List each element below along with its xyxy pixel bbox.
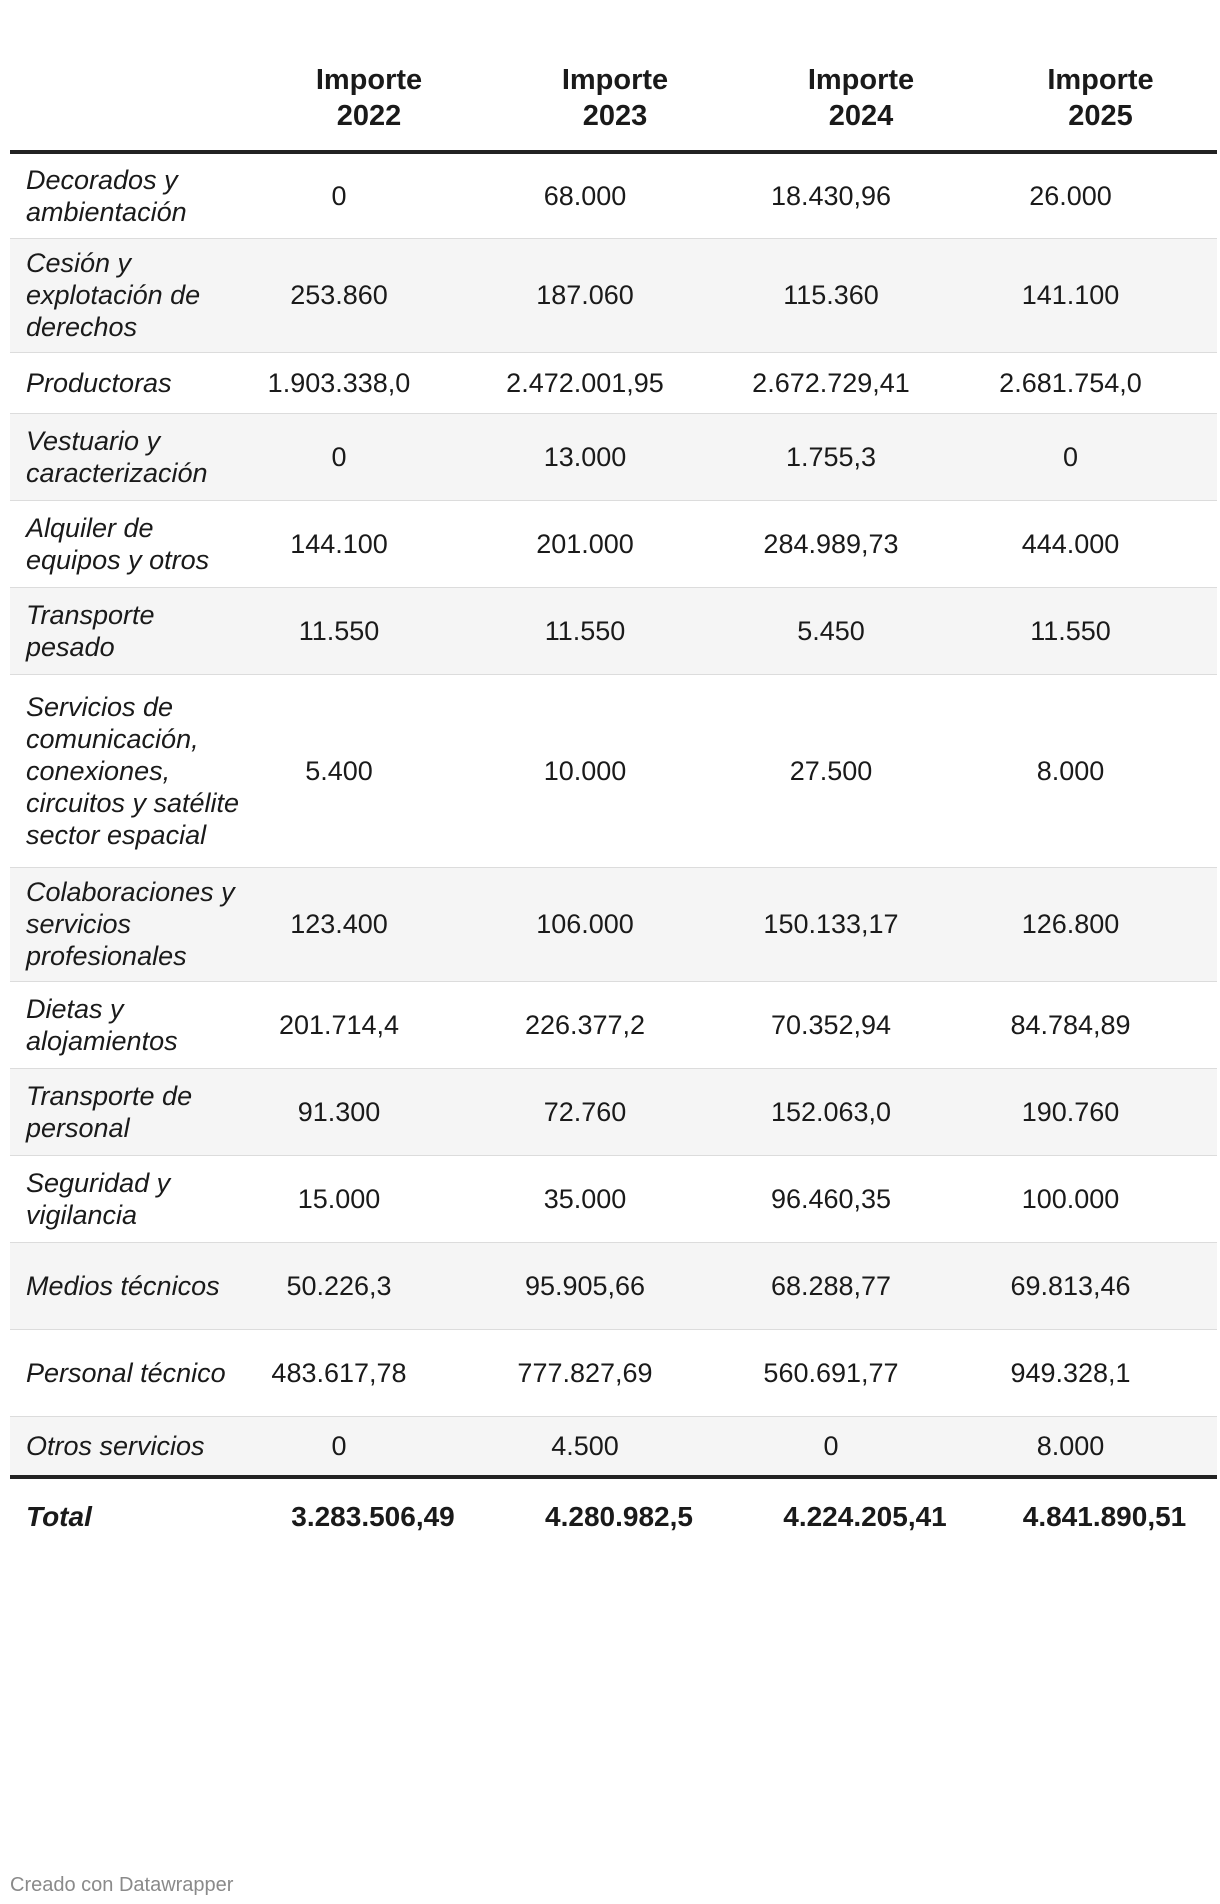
- cell-2023: [492, 352, 738, 413]
- cell-value: 190.760: [1021, 1096, 1120, 1127]
- total-row: [10, 1477, 1217, 1555]
- row-label: Vestuario y caracterización: [10, 413, 246, 500]
- cell-value: 50.226,3: [286, 1270, 392, 1301]
- cell-2025: [984, 238, 1217, 352]
- table-row: [10, 500, 1217, 587]
- cell-2024: [738, 587, 984, 674]
- cell-2023: [492, 981, 738, 1068]
- cell-value: 253.860: [290, 280, 388, 310]
- cell-value: 949.328,1: [1010, 1357, 1131, 1388]
- table-body: [10, 152, 1217, 1477]
- cell-value: 0: [331, 1430, 347, 1461]
- cell-value: 27.500: [789, 755, 873, 786]
- cell-2025: [984, 1068, 1217, 1155]
- total-2022: 3.283.506,49: [246, 1477, 492, 1555]
- cell-value: 72.760: [543, 1096, 627, 1127]
- cell-2024: [738, 1242, 984, 1329]
- cell-2022: [246, 352, 492, 413]
- cell-value: 11.550: [1030, 615, 1111, 646]
- cell-value: 123.400: [290, 909, 388, 939]
- cell-value: 284.989,73: [763, 528, 899, 559]
- row-label: Dietas y alojamientos: [10, 981, 246, 1068]
- cell-value: 0: [823, 1430, 839, 1461]
- header-importe-2022[interactable]: Importe 2022: [246, 20, 492, 152]
- cell-2025: [984, 500, 1217, 587]
- cell-value: 2.672.729,41: [752, 367, 910, 398]
- header-row: [10, 20, 1217, 152]
- cell-2025: [984, 981, 1217, 1068]
- cell-2022: [246, 674, 492, 867]
- table-row: [10, 674, 1217, 867]
- cell-2022: [246, 238, 492, 352]
- cell-2024: [738, 238, 984, 352]
- cell-2023: [492, 1068, 738, 1155]
- cell-2025: [984, 413, 1217, 500]
- cell-value: 141.100: [1021, 280, 1120, 310]
- cell-value: 201.714,4: [278, 1009, 400, 1040]
- cell-value: 0: [331, 441, 347, 472]
- row-label: Productoras: [10, 352, 246, 413]
- cell-value: 11.550: [298, 615, 380, 646]
- cell-value: 1.903.338,0: [267, 367, 411, 398]
- cell-value: 95.905,66: [524, 1270, 646, 1301]
- cell-2023: [492, 1329, 738, 1416]
- cell-2024: [738, 867, 984, 981]
- row-label: Cesión y explotación de derechos: [10, 238, 246, 352]
- row-label: Colaboraciones y servicios profesionales: [10, 867, 246, 981]
- budget-table: [10, 20, 1217, 1555]
- cell-2024: [738, 500, 984, 587]
- cell-2025: [984, 1155, 1217, 1242]
- cell-2025: [984, 674, 1217, 867]
- cell-value: 444.000: [1021, 528, 1120, 559]
- table-row: [10, 413, 1217, 500]
- cell-2024: [738, 1155, 984, 1242]
- cell-2022: [246, 500, 492, 587]
- row-label: Servicios de comunicación, conexiones, circuitos y satélite sector espacial: [10, 674, 246, 867]
- row-label: Medios técnicos: [10, 1242, 246, 1329]
- row-label: Seguridad y vigilancia: [10, 1155, 246, 1242]
- cell-2024: [738, 152, 984, 238]
- cell-2023: [492, 1155, 738, 1242]
- cell-value: 1.755,3: [785, 441, 877, 472]
- cell-value: 483.617,78: [271, 1357, 407, 1388]
- cell-2024: [738, 674, 984, 867]
- cell-2023: [492, 1242, 738, 1329]
- cell-2022: [246, 413, 492, 500]
- cell-value: 84.784,89: [1010, 1009, 1131, 1040]
- cell-value: 226.377,2: [524, 1009, 646, 1040]
- row-label: Alquiler de equipos y otros: [10, 500, 246, 587]
- datawrapper-credit: Creado con Datawrapper: [10, 1874, 234, 1896]
- cell-2023: [492, 238, 738, 352]
- header-blank: [10, 20, 246, 152]
- cell-2022: [246, 981, 492, 1068]
- cell-value: 115.360: [783, 280, 879, 310]
- cell-value: 4.500: [551, 1430, 619, 1461]
- table-row: [10, 1068, 1217, 1155]
- cell-2025: [984, 867, 1217, 981]
- table-row: [10, 981, 1217, 1068]
- cell-2022: [246, 1416, 492, 1477]
- cell-value: 5.400: [305, 755, 373, 786]
- cell-value: 8.000: [1036, 1430, 1105, 1461]
- cell-2024: [738, 981, 984, 1068]
- table-row: [10, 1416, 1217, 1477]
- cell-value: 0: [331, 180, 347, 211]
- cell-2023: [492, 587, 738, 674]
- cell-value: 560.691,77: [763, 1357, 899, 1388]
- cell-value: 18.430,96: [770, 180, 892, 211]
- cell-2024: [738, 1329, 984, 1416]
- total-2023: 4.280.982,5: [492, 1477, 738, 1555]
- total-label: Total: [10, 1477, 246, 1555]
- table-row: [10, 1155, 1217, 1242]
- cell-value: 68.000: [543, 180, 627, 211]
- cell-2025: [984, 1416, 1217, 1477]
- cell-value: 69.813,46: [1010, 1270, 1131, 1301]
- cell-value: 777.827,69: [517, 1357, 653, 1388]
- table-row: [10, 1329, 1217, 1416]
- cell-2022: [246, 867, 492, 981]
- cell-2022: [246, 1068, 492, 1155]
- cell-value: 8.000: [1036, 755, 1105, 786]
- cell-value: 26.000: [1029, 180, 1112, 211]
- table-row: [10, 352, 1217, 413]
- cell-2023: [492, 413, 738, 500]
- cell-value: 2.472.001,95: [506, 367, 664, 398]
- cell-value: 35.000: [543, 1183, 627, 1214]
- cell-value: 152.063,0: [770, 1096, 892, 1127]
- cell-2023: [492, 152, 738, 238]
- cell-value: 13.000: [543, 441, 627, 472]
- header-importe-2023[interactable]: Importe 2023: [492, 20, 738, 152]
- cell-value: 68.288,77: [770, 1270, 892, 1301]
- cell-value: 187.060: [536, 280, 634, 310]
- cell-2024: [738, 1416, 984, 1477]
- cell-2025: [984, 587, 1217, 674]
- cell-value: 106.000: [536, 909, 634, 939]
- header-importe-2024[interactable]: Importe 2024: [738, 20, 984, 152]
- cell-2022: [246, 1329, 492, 1416]
- row-label: Personal técnico: [10, 1329, 246, 1416]
- cell-2023: [492, 674, 738, 867]
- table-row: [10, 587, 1217, 674]
- cell-value: 150.133,17: [763, 909, 899, 939]
- cell-value: 70.352,94: [770, 1009, 892, 1040]
- cell-value: 5.450: [797, 615, 865, 646]
- cell-2025: [984, 1242, 1217, 1329]
- cell-value: 15.000: [297, 1183, 381, 1214]
- table-row: [10, 867, 1217, 981]
- cell-value: 96.460,35: [770, 1183, 892, 1214]
- cell-value: 201.000: [536, 528, 634, 559]
- cell-value: 144.100: [290, 528, 388, 559]
- table-row: [10, 1242, 1217, 1329]
- cell-value: 91.300: [297, 1096, 381, 1127]
- cell-value: 10.000: [543, 755, 627, 786]
- row-label: Transporte pesado: [10, 587, 246, 674]
- row-label: Decorados y ambientación: [10, 152, 246, 238]
- cell-2025: [984, 352, 1217, 413]
- cell-2024: [738, 413, 984, 500]
- cell-2022: [246, 1242, 492, 1329]
- cell-2022: [246, 1155, 492, 1242]
- row-label: Otros servicios: [10, 1416, 246, 1477]
- total-2025: 4.841.890,51: [984, 1477, 1217, 1555]
- cell-value: 0: [1062, 441, 1079, 472]
- cell-2022: [246, 587, 492, 674]
- cell-2024: [738, 1068, 984, 1155]
- cell-2023: [492, 867, 738, 981]
- cell-2023: [492, 500, 738, 587]
- cell-2025: [984, 152, 1217, 238]
- cell-2025: [984, 1329, 1217, 1416]
- cell-2024: [738, 352, 984, 413]
- cell-value: 126.800: [1021, 909, 1120, 939]
- cell-value: 100.000: [1021, 1183, 1120, 1214]
- row-label: Transporte de personal: [10, 1068, 246, 1155]
- cell-value: 2.681.754,0: [999, 367, 1142, 398]
- cell-2023: [492, 1416, 738, 1477]
- total-2024: 4.224.205,41: [738, 1477, 984, 1555]
- header-importe-2025[interactable]: Importe 2025: [984, 20, 1217, 152]
- cell-value: 11.550: [544, 615, 626, 646]
- table-row: [10, 152, 1217, 238]
- cell-2022: [246, 152, 492, 238]
- table-row: [10, 238, 1217, 352]
